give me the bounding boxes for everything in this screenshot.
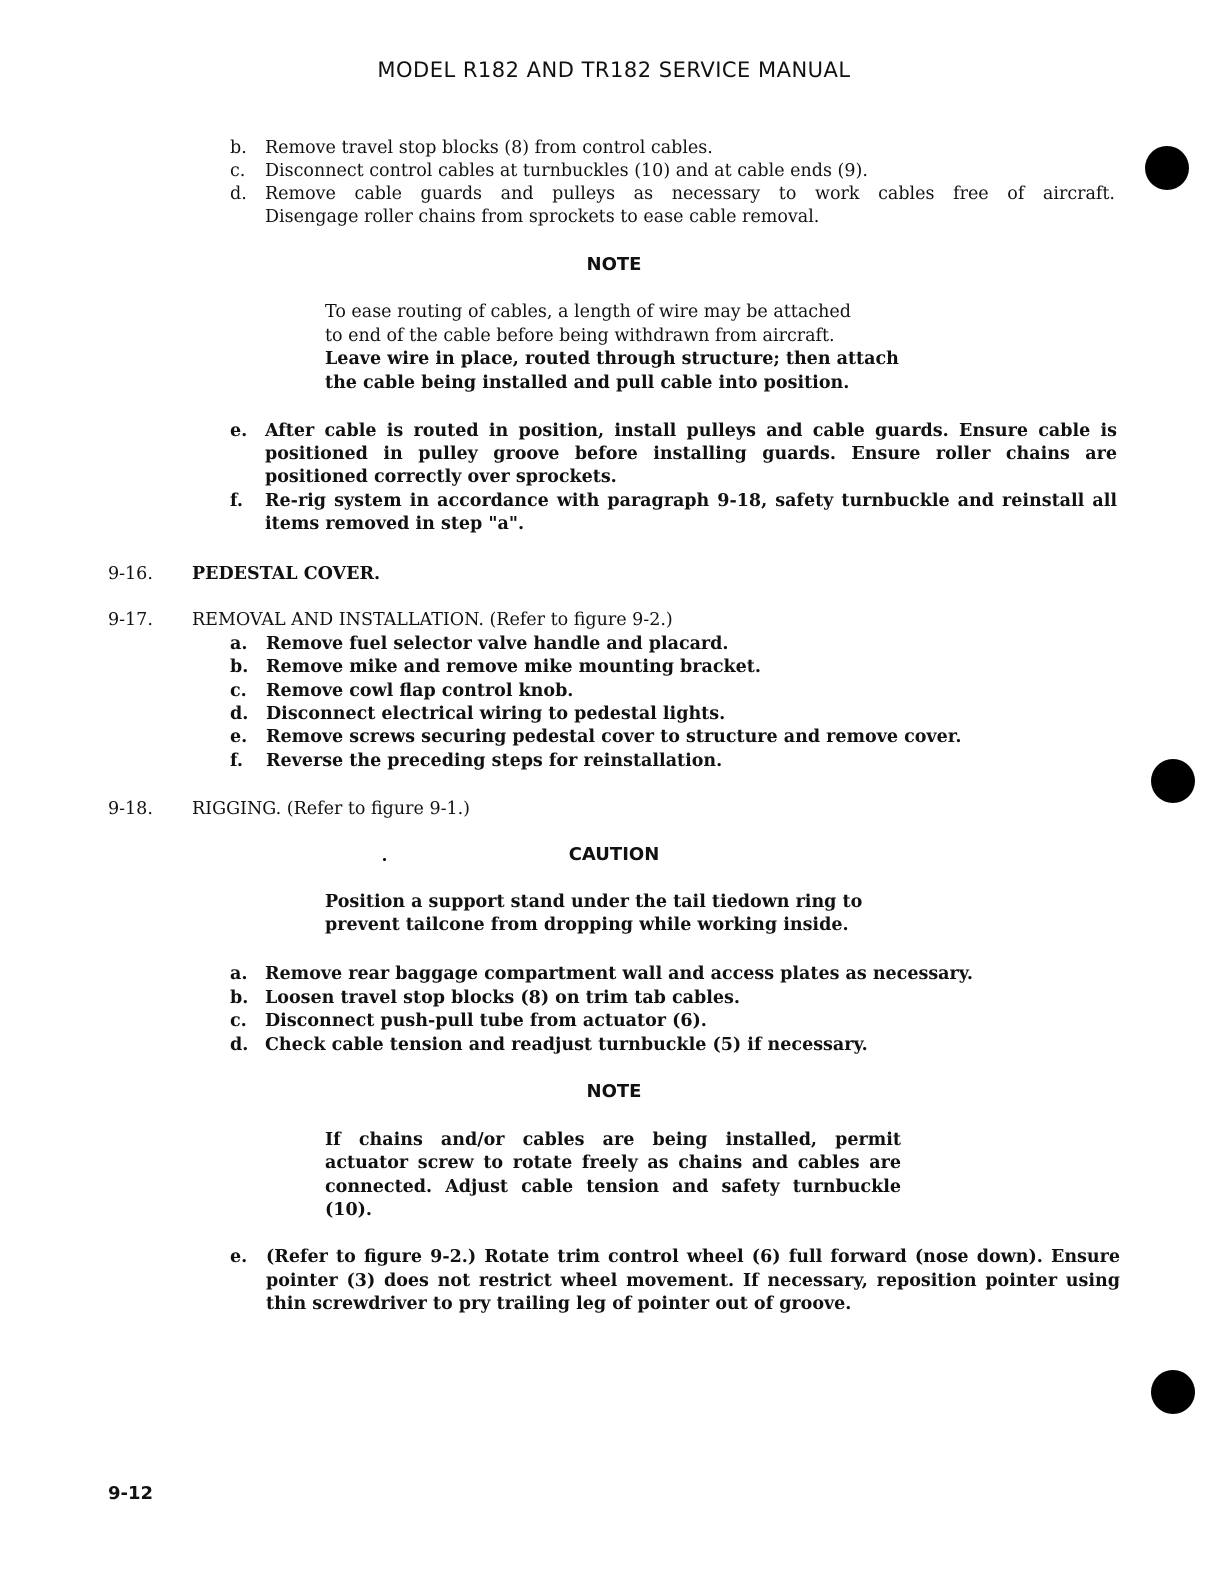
revision-bullet [1151, 1370, 1195, 1414]
note-line: Leave wire in place, routed through structure; then attach [325, 349, 899, 369]
step-letter: d. [230, 704, 249, 724]
note-line: connected. Adjust cable tension and safety turnbuckle [325, 1177, 901, 1197]
revision-bullet [1151, 759, 1195, 803]
step-text: Disengage roller chains from sprockets to ease cable removal. [265, 207, 820, 227]
note-label: NOTE [586, 254, 642, 275]
step-text: Disconnect control cables at turnbuckles (10) and at cable ends (9). [265, 161, 868, 181]
section-title: RIGGING. (Refer to figure 9-1.) [192, 799, 471, 819]
section-title: REMOVAL AND INSTALLATION. (Refer to figure 9-2.) [192, 610, 673, 630]
step-letter: e. [230, 727, 248, 747]
step-letter: c. [230, 1011, 247, 1031]
step-letter: b. [230, 138, 247, 158]
step-text: Remove rear baggage compartment wall and access plates as necessary. [265, 964, 973, 984]
section-number: 9-18. [108, 799, 153, 819]
step-text: Remove fuel selector valve handle and placard. [266, 634, 729, 654]
step-text: Re-rig system in accordance with paragraph 9-18, safety turnbuckle and reinstall all [265, 491, 1117, 511]
step-letter: d. [230, 184, 247, 204]
step-letter: d. [230, 1035, 249, 1055]
step-letter: f. [230, 491, 243, 511]
section-title: PEDESTAL COVER. [192, 564, 381, 584]
page-header-title: MODEL R182 AND TR182 SERVICE MANUAL [377, 58, 851, 82]
step-text: Reverse the preceding steps for reinstallation. [266, 751, 723, 771]
step-text: thin screwdriver to pry trailing leg of pointer out of groove. [266, 1294, 852, 1314]
step-letter: a. [230, 964, 248, 984]
step-letter: e. [230, 421, 248, 441]
page-number: 9-12 [108, 1483, 154, 1504]
step-text: Remove cowl flap control knob. [266, 681, 574, 701]
step-letter: b. [230, 988, 249, 1008]
section-number: 9-16. [108, 564, 153, 584]
section-number: 9-17. [108, 610, 153, 630]
note-line: to end of the cable before being withdrawn from aircraft. [325, 326, 835, 346]
step-text: pointer (3) does not restrict wheel movement. If necessary, reposition pointer using [266, 1271, 1120, 1291]
step-letter: c. [230, 161, 246, 181]
note-line: the cable being installed and pull cable into position. [325, 373, 850, 393]
step-text: Disconnect push-pull tube from actuator (6). [265, 1011, 707, 1031]
step-text: Check cable tension and readjust turnbuckle (5) if necessary. [265, 1035, 868, 1055]
step-text: Remove travel stop blocks (8) from control cables. [265, 138, 713, 158]
note-line: actuator screw to rotate freely as chains and cables are [325, 1153, 901, 1173]
step-text: Remove screws securing pedestal cover to structure and remove cover. [266, 727, 962, 747]
step-letter: b. [230, 657, 249, 677]
step-letter: e. [230, 1247, 248, 1267]
step-text: items removed in step "a". [265, 514, 525, 534]
step-letter: c. [230, 681, 247, 701]
note-line: If chains and/or cables are being installed, permit [325, 1130, 901, 1150]
step-text: (Refer to figure 9-2.) Rotate trim control wheel (6) full forward (nose down). Ensure [266, 1247, 1120, 1267]
caution-line: Position a support stand under the tail tiedown ring to [325, 892, 863, 912]
note-line: To ease routing of cables, a length of wire may be attached [325, 302, 851, 322]
step-text: Remove cable guards and pulleys as necessary to work cables free of aircraft. [265, 184, 1115, 204]
step-text: Remove mike and remove mike mounting bracket. [266, 657, 761, 677]
caution-label: CAUTION [568, 844, 660, 865]
step-text: positioned in pulley groove before installing guards. Ensure roller chains are [265, 444, 1117, 464]
step-letter: f. [230, 751, 243, 771]
step-text: positioned correctly over sprockets. [265, 467, 617, 487]
note-label: NOTE [586, 1081, 642, 1102]
revision-bullet [1145, 146, 1189, 190]
step-text: After cable is routed in position, install pulleys and cable guards. Ensure cable is [265, 421, 1117, 441]
caution-line: prevent tailcone from dropping while working inside. [325, 915, 849, 935]
note-line: (10). [325, 1200, 373, 1220]
step-text: Disconnect electrical wiring to pedestal lights. [266, 704, 726, 724]
step-text: Loosen travel stop blocks (8) on trim tab cables. [265, 988, 740, 1008]
step-letter: a. [230, 634, 248, 654]
